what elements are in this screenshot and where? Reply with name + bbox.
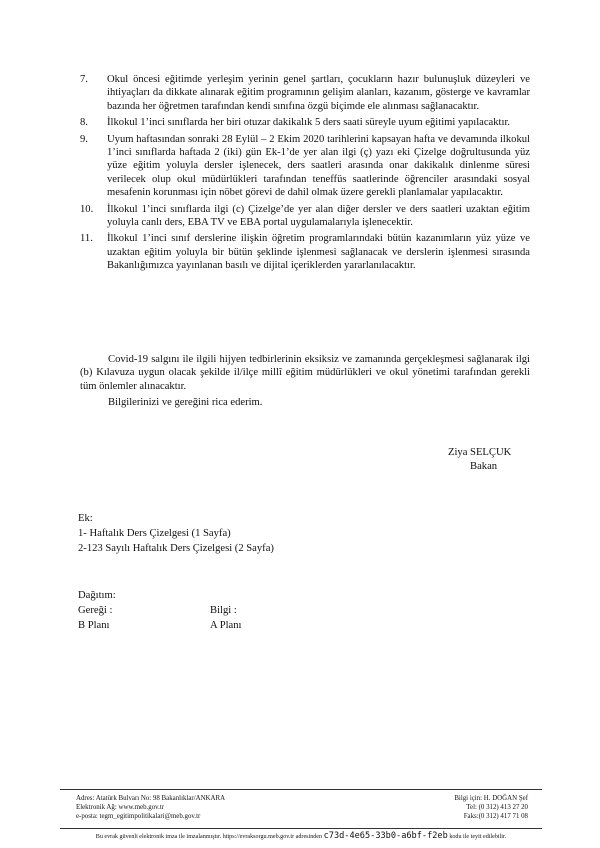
attachments-label: Ek: xyxy=(78,513,93,524)
signatory-name: Ziya SELÇUK xyxy=(448,447,512,458)
footer-phone: Tel: (0 312) 413 27 20 xyxy=(466,804,528,811)
attachments-block xyxy=(78,511,274,556)
list-item xyxy=(80,116,530,129)
distribution-action-value: B Planı xyxy=(78,620,110,631)
distribution-action-label: Gereği : xyxy=(78,605,113,616)
item-text: İlkokul 1’inci sınıflarda her biri otuzar dakikalık 5 ders saati süreyle uyum eğitimi yapılacaktır. xyxy=(107,117,511,129)
distribution-header-row xyxy=(78,603,338,618)
footer-fax: Faks:(0 312) 417 71 08 xyxy=(463,813,528,820)
item-number: 7. xyxy=(80,74,88,85)
verification-suffix: kodu ile teyit edilebilir. xyxy=(449,834,507,840)
distribution-info-value: A Planı xyxy=(210,620,242,631)
verification-code: c73d-4e65-33b0-a6bf-f2eb xyxy=(323,831,448,841)
numbered-items xyxy=(80,73,530,276)
list-item xyxy=(80,73,530,113)
attachment-item: 2-123 Sayılı Haftalık Ders Çizelgesi (2 Sayfa) xyxy=(78,543,274,554)
item-text: Okul öncesi eğitimde yerleşim yerinin genel şartları, çocukların hazır bulunuşluk düzeyleri ve ihtiyaçları da dikkate alınarak eğitim programının gelişim alanları, kazanım, gösterge ve kavramlar bazında her öğretmen tarafından kendi sınıfına özgü biçimde ele alınması sağlanacaktır. xyxy=(107,74,530,112)
closing-section xyxy=(80,353,530,413)
list-item xyxy=(80,232,530,272)
verification-divider xyxy=(60,828,542,829)
footer-web: Elektronik Ağ: www.meb.gov.tr xyxy=(76,804,165,811)
footer-address-block xyxy=(76,794,336,821)
distribution-info-label: Bilgi : xyxy=(210,605,237,616)
verification-line xyxy=(60,831,542,842)
item-number: 10. xyxy=(80,203,94,215)
footer-contact-block xyxy=(368,794,528,821)
list-item xyxy=(80,203,530,230)
distribution-value-row xyxy=(78,618,338,633)
verification-prefix: Bu evrak güvenli elektronik imza ile imzalanmıştır. https://evraksorgu.meb.gov.tr adresinden xyxy=(95,834,323,840)
attachment-item: 1- Haftalık Ders Çizelgesi (1 Sayfa) xyxy=(78,528,231,539)
closing-paragraph: Covid-19 salgını ile ilgili hijyen tedbirlerinin eksiksiz ve zamanında gerçekleşmesi sağlanarak ilgi (b) Kılavuza uygun olacak şekilde il/ilçe millî eğitim müdürlükleri ve okul yönetimi tarafından gerekli tüm önlemler alınacaktır. xyxy=(80,354,530,392)
item-text: İlkokul 1’inci sınıflarda ilgi (c) Çizelge’de yer alan diğer dersler ve ders saatleri uzaktan eğitim yoluyla canlı ders, EBA TV ve EBA portal uygulamalarıyla işlenecektir. xyxy=(107,203,530,229)
list-item xyxy=(80,133,530,200)
request-line: Bilgilerinizi ve gereğini rica ederim. xyxy=(108,397,263,409)
footer-email: e-posta: tegm_egitimpolitikalari@meb.gov.tr xyxy=(76,813,201,820)
signature-block xyxy=(420,446,550,474)
item-number: 8. xyxy=(80,117,88,129)
item-number: 11. xyxy=(80,233,93,245)
item-text: İlkokul 1’inci sınıf derslerine ilişkin öğretim programlarındaki bütün kazanımların yüz yüze ve uzaktan eğitim yoluyla bir bütün şeklinde işlenmesi sağlanacak ve derslerin işlenmesi sırasında Bakanlığımızca yayınlanan basılı ve dijital içeriklerden yararlanılacaktır. xyxy=(107,233,530,272)
item-text: Uyum haftasından sonraki 28 Eylül – 2 Ekim 2020 tarihlerini kapsayan hafta ve devamında ilkokul 1’inci sınıflarda haftada 2 (iki) gün Ek-1’de yer alan ilgi (ç) yazı eki Çizelge doğrultusunda yüz yüze eğitim yoluyla dersler işlenecek, ders saatleri arasında onar dakikalık dinlenme süresi verilecek olup okul müdürlükleri tarafından teneffüs saatlerinde öğrenciler arasındaki sosyal mesafenin korunması için nöbet görevi de dahil olmak üzere gerekli planlamalar yapılacaktır. xyxy=(107,133,530,199)
item-number: 9. xyxy=(80,133,88,145)
footer-divider xyxy=(60,789,542,790)
footer-contact: Bilgi için: H. DOĞAN Şef xyxy=(454,795,528,802)
distribution-label: Dağıtım: xyxy=(78,590,116,601)
signatory-title: Bakan xyxy=(470,461,498,472)
footer-address: Adres: Atatürk Bulvarı No: 98 Bakanlıklar/ANKARA xyxy=(76,795,226,802)
distribution-block xyxy=(78,588,338,633)
